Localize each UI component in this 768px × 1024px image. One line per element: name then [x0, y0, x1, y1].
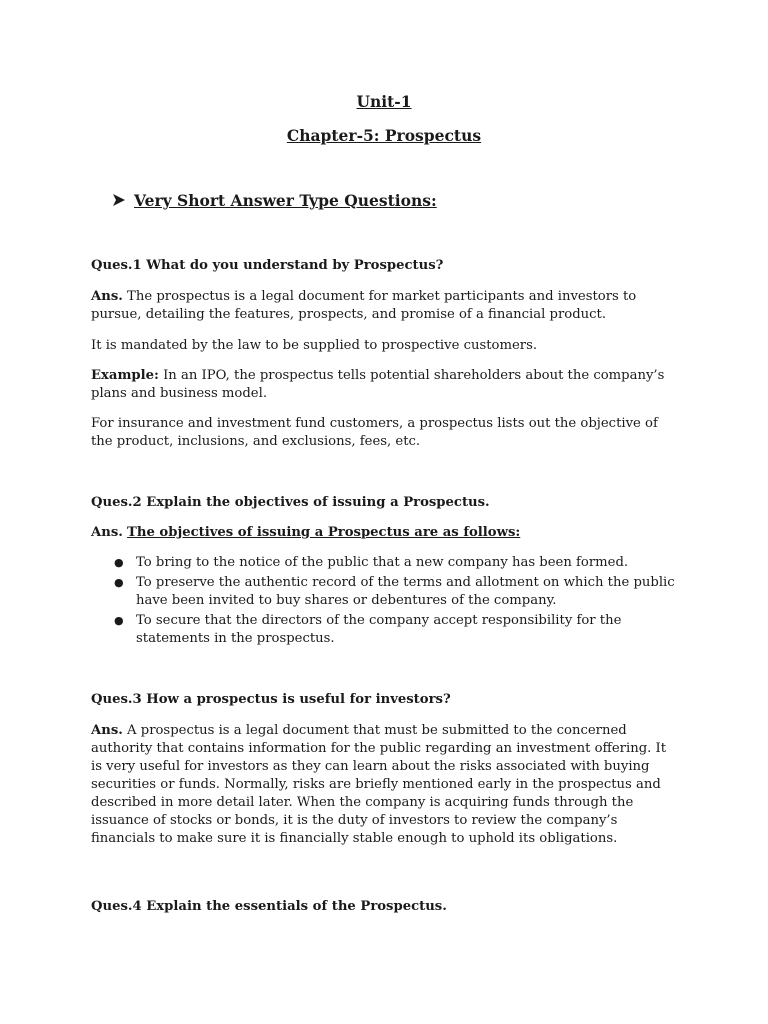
q3-ans-text: A prospectus is a legal document that must be submitted to the concerned authority that contains information for the public regarding an investment offering. It is very useful for investors as they can learn about the risks associated with buying securities or funds. Normally, risks are briefly mentioned early in the prospectus and described in more detail later. When the company is acquiring funds through the issuance of stocks or bonds, it is the duty of investors to review the company’s financials to make sure it is financially stable enough to uphold its obligations.	[91, 723, 667, 846]
q1-example	[91, 367, 681, 403]
bullet-icon: ●	[114, 576, 124, 589]
q1-para2-text: It is mandated by the law to be supplied to prospective customers.	[91, 338, 538, 353]
bullet-icon: ●	[114, 614, 124, 627]
q2-answer	[91, 524, 681, 542]
q3-question-text: Ques.3 How a prospectus is useful for investors?	[91, 692, 451, 707]
q1-para4-text: For insurance and investment fund customers, a prospectus lists out the objective of the product, inclusions, and exclusions, fees, etc.	[91, 416, 658, 449]
q1-question-text: Ques.1 What do you understand by Prospectus?	[91, 258, 444, 273]
q1-para2	[91, 337, 681, 355]
section-heading	[112, 192, 437, 210]
q2-question	[91, 494, 681, 512]
q2-ans-heading: The objectives of issuing a Prospectus are as follows:	[127, 525, 521, 540]
q1-question	[91, 257, 681, 275]
unit-heading: Unit-1	[356, 92, 412, 111]
chapter-heading: Chapter-5: Prospectus	[286, 126, 482, 145]
q1-para4	[91, 415, 681, 451]
q1-ans-text: The prospectus is a legal document for market participants and investors to pursue, detailing the features, prospects, and promise of a financial product.	[91, 289, 637, 322]
list-item	[91, 554, 681, 572]
list-item	[91, 574, 681, 610]
q4-question	[91, 898, 681, 916]
q4-question-text: Ques.4 Explain the essentials of the Prospectus.	[91, 899, 447, 914]
q1-ans-label: Ans.	[91, 289, 123, 304]
q1-example-label: Example:	[91, 368, 159, 383]
list-item	[91, 612, 681, 648]
q2-question-text: Ques.2 Explain the objectives of issuing a Prospectus.	[91, 495, 490, 510]
q3-question	[91, 691, 681, 709]
q3-ans-label: Ans.	[91, 723, 123, 738]
section-title: Very Short Answer Type Questions:	[134, 191, 437, 210]
bullet-text: To preserve the authentic record of the terms and allotment on which the public have been invited to buy shares or debentures of the company.	[136, 575, 675, 608]
bullet-icon: ●	[114, 556, 124, 569]
bullet-text: To bring to the notice of the public that a new company has been formed.	[136, 555, 629, 570]
q3-answer	[91, 722, 681, 848]
q1-example-text: In an IPO, the prospectus tells potential shareholders about the company’s plans and business model.	[91, 368, 665, 401]
q2-ans-label: Ans.	[91, 525, 123, 540]
q2-bullet-list	[91, 554, 681, 648]
q1-answer	[91, 288, 681, 324]
arrow-bullet-icon	[112, 192, 134, 210]
bullet-text: To secure that the directors of the company accept responsibility for the statements in the prospectus.	[136, 613, 622, 646]
